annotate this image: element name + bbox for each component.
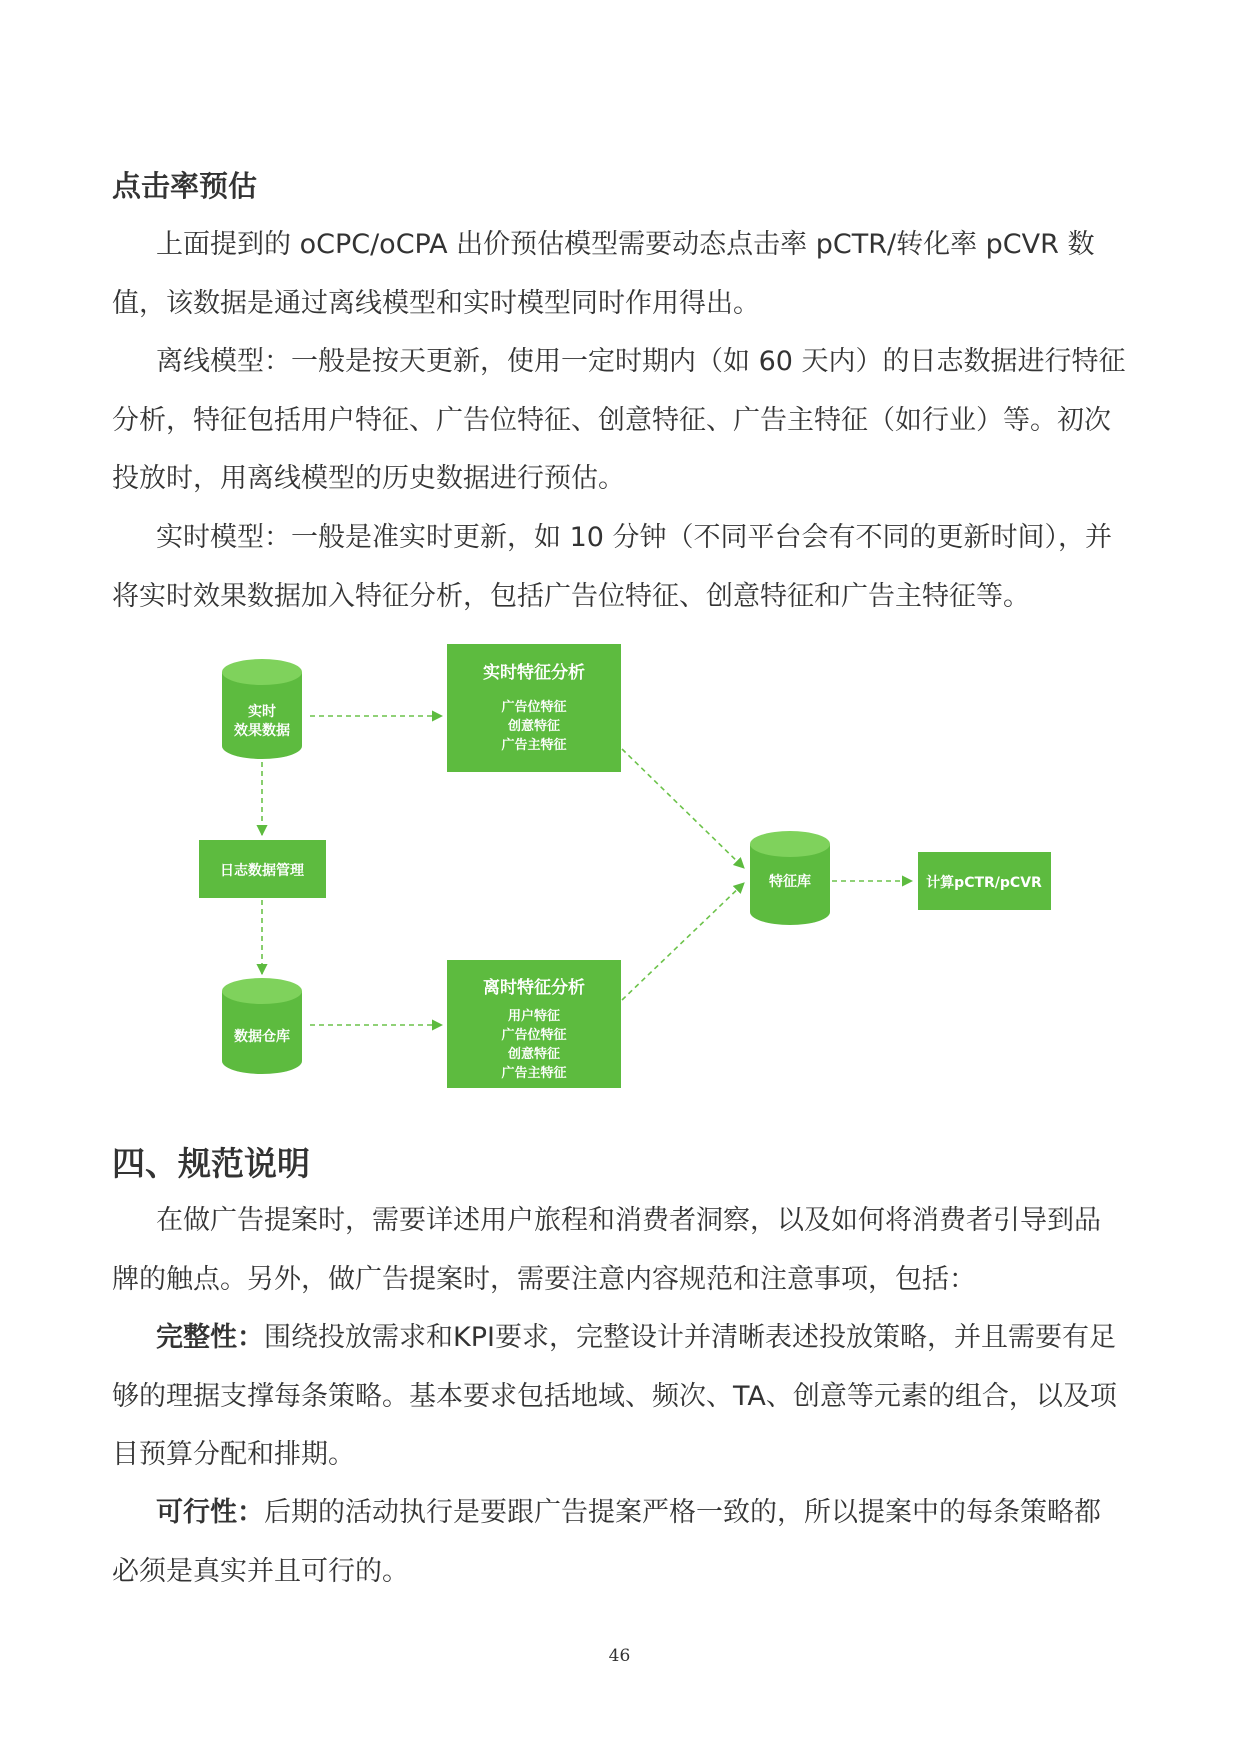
- paragraph-feasibility: [112, 1484, 1122, 1601]
- paragraph-line: 在做广告提案时，需要详述用户旅程和消费者洞察，以及如何将消费者引导到品: [156, 1205, 1101, 1236]
- realtime-data-label-2: 效果数据: [234, 723, 290, 739]
- compute-box: [918, 852, 1051, 910]
- page-number: 46: [608, 1646, 631, 1666]
- chapter-heading: 四、规范说明: [112, 1144, 310, 1183]
- section-heading: 点击率预估: [112, 169, 258, 203]
- paragraph-line: 离线模型：一般是按天更新，使用一定时期内（如 60 天内）的日志数据进行特征: [156, 346, 1126, 377]
- offline-analysis-title: 离时特征分析: [483, 978, 585, 998]
- log-management-box: [199, 840, 326, 898]
- paragraph-line: [112, 1484, 1122, 1543]
- log-management-label: 日志数据管理: [220, 863, 304, 879]
- paragraph-line: 将实时效果数据加入特征分析，包括广告位特征、创意特征和广告主特征等。: [112, 580, 1030, 612]
- feasibility-text: 后期的活动执行是要跟广告提案严格一致的，所以提案中的每条策略都: [264, 1497, 1101, 1528]
- offline-analysis-item: 广告位特征: [501, 1028, 567, 1043]
- realtime-data-label-1: 实时: [248, 704, 276, 720]
- paragraph-line: 实时模型：一般是准实时更新，如 10 分钟（不同平台会有不同的更新时间），并: [156, 522, 1113, 553]
- realtime-analysis-item: 广告位特征: [501, 700, 567, 715]
- realtime-analysis-title: 实时特征分析: [483, 663, 585, 683]
- completeness-label: 完整性：: [156, 1322, 264, 1353]
- realtime-analysis-item: 广告主特征: [501, 738, 567, 753]
- paragraph-line: 上面提到的 oCPC/oCPA 出价预估模型需要动态点击率 pCTR/转化率 pCVR 数: [156, 229, 1095, 260]
- realtime-analysis-box: [447, 644, 621, 772]
- feasibility-label: 可行性：: [156, 1497, 264, 1528]
- paragraph-line: 分析，特征包括用户特征、广告位特征、创意特征、广告主特征（如行业）等。初次: [112, 404, 1111, 436]
- offline-analysis-box: [447, 960, 621, 1088]
- completeness-text: 围绕投放需求和KPI要求，完整设计并清晰表述投放策略，并且需要有足: [264, 1322, 1116, 1353]
- data-warehouse-label: 数据仓库: [234, 1029, 290, 1045]
- feature-store-label: 特征库: [769, 874, 811, 890]
- paragraph-completeness: [112, 1309, 1122, 1485]
- paragraph-line: [112, 1309, 1122, 1368]
- offline-analysis-item: 创意特征: [507, 1047, 561, 1062]
- arrow-realtime-to-store: [622, 749, 744, 868]
- paragraph-line: 目预算分配和排期。: [112, 1439, 355, 1470]
- paragraph-line: 投放时，用离线模型的历史数据进行预估。: [112, 463, 625, 494]
- arrow-offline-to-store: [622, 883, 744, 1000]
- feature-store-cylinder: [750, 831, 830, 925]
- paragraph-line: 牌的触点。另外，做广告提案时，需要注意内容规范和注意事项，包括：: [112, 1263, 976, 1295]
- paragraph-line: 值，该数据是通过离线模型和实时模型同时作用得出。: [112, 287, 760, 319]
- compute-label: 计算pCTR/pCVR: [926, 875, 1042, 891]
- data-warehouse-cylinder: [222, 978, 302, 1074]
- realtime-analysis-item: 创意特征: [507, 719, 561, 734]
- paragraph-line: 够的理据支撑每条策略。基本要求包括地域、频次、TA、创意等元素的组合，以及项: [112, 1380, 1117, 1412]
- paragraph-line: 必须是真实并且可行的。: [112, 1555, 409, 1587]
- paragraph-4: [112, 1192, 1122, 1309]
- offline-analysis-item: 用户特征: [507, 1009, 561, 1024]
- offline-analysis-item: 广告主特征: [501, 1066, 567, 1081]
- realtime-data-cylinder: [222, 659, 302, 759]
